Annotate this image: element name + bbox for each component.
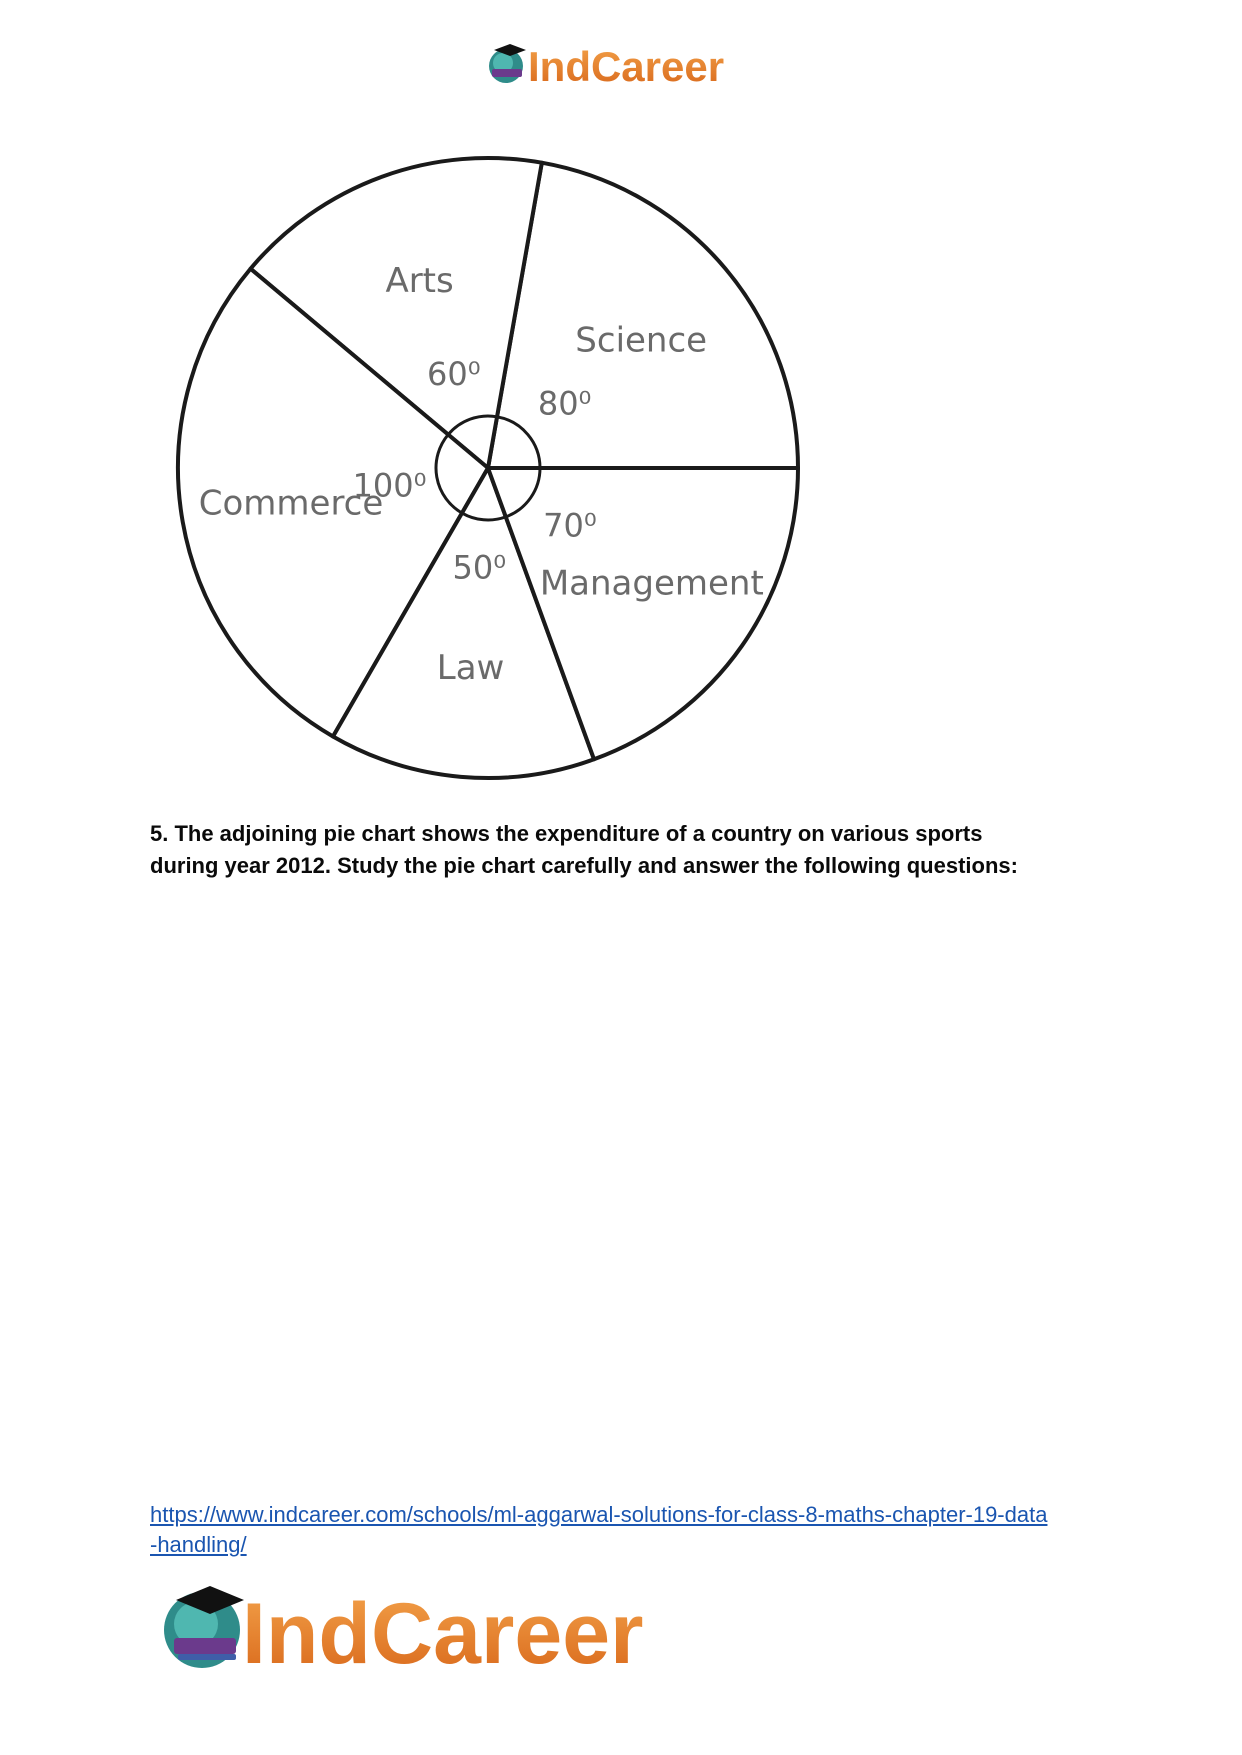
- graduation-book-globe-icon: [164, 1586, 244, 1668]
- angle-label-science: 80⁰: [537, 384, 592, 423]
- question-text: [150, 818, 1090, 882]
- source-link[interactable]: [150, 1500, 1090, 1560]
- source-link-line-1[interactable]: https://www.indcareer.com/schools/ml-aggarwal-solutions-for-class-8-maths-chapter-19-data: [150, 1502, 1048, 1527]
- angle-label-arts: 60⁰: [427, 355, 481, 394]
- slice-label-science: Science: [575, 320, 708, 361]
- source-link-line-2[interactable]: -handling/: [150, 1532, 247, 1557]
- angle-label-management: 70⁰: [543, 506, 597, 545]
- slice-label-law: Law: [436, 648, 505, 689]
- question-line-2: during year 2012. Study the pie chart carefully and answer the following questions:: [150, 853, 1018, 878]
- question-line-1: 5. The adjoining pie chart shows the expenditure of a country on various sports: [150, 821, 983, 846]
- slice-label-arts: Arts: [385, 261, 454, 302]
- indcareer-logo-header: [486, 38, 758, 94]
- pie-chart: [160, 150, 820, 800]
- indcareer-logo-footer: [160, 1578, 700, 1678]
- graduation-book-globe-icon: [489, 44, 526, 83]
- angle-label-commerce: 100⁰: [352, 466, 427, 505]
- slice-label-commerce: Commerce: [198, 483, 384, 524]
- slice-label-management: Management: [539, 563, 764, 604]
- logo-text: IndCareer: [528, 43, 725, 90]
- angle-label-law: 50⁰: [452, 548, 507, 587]
- logo-text: IndCareer: [242, 1586, 644, 1678]
